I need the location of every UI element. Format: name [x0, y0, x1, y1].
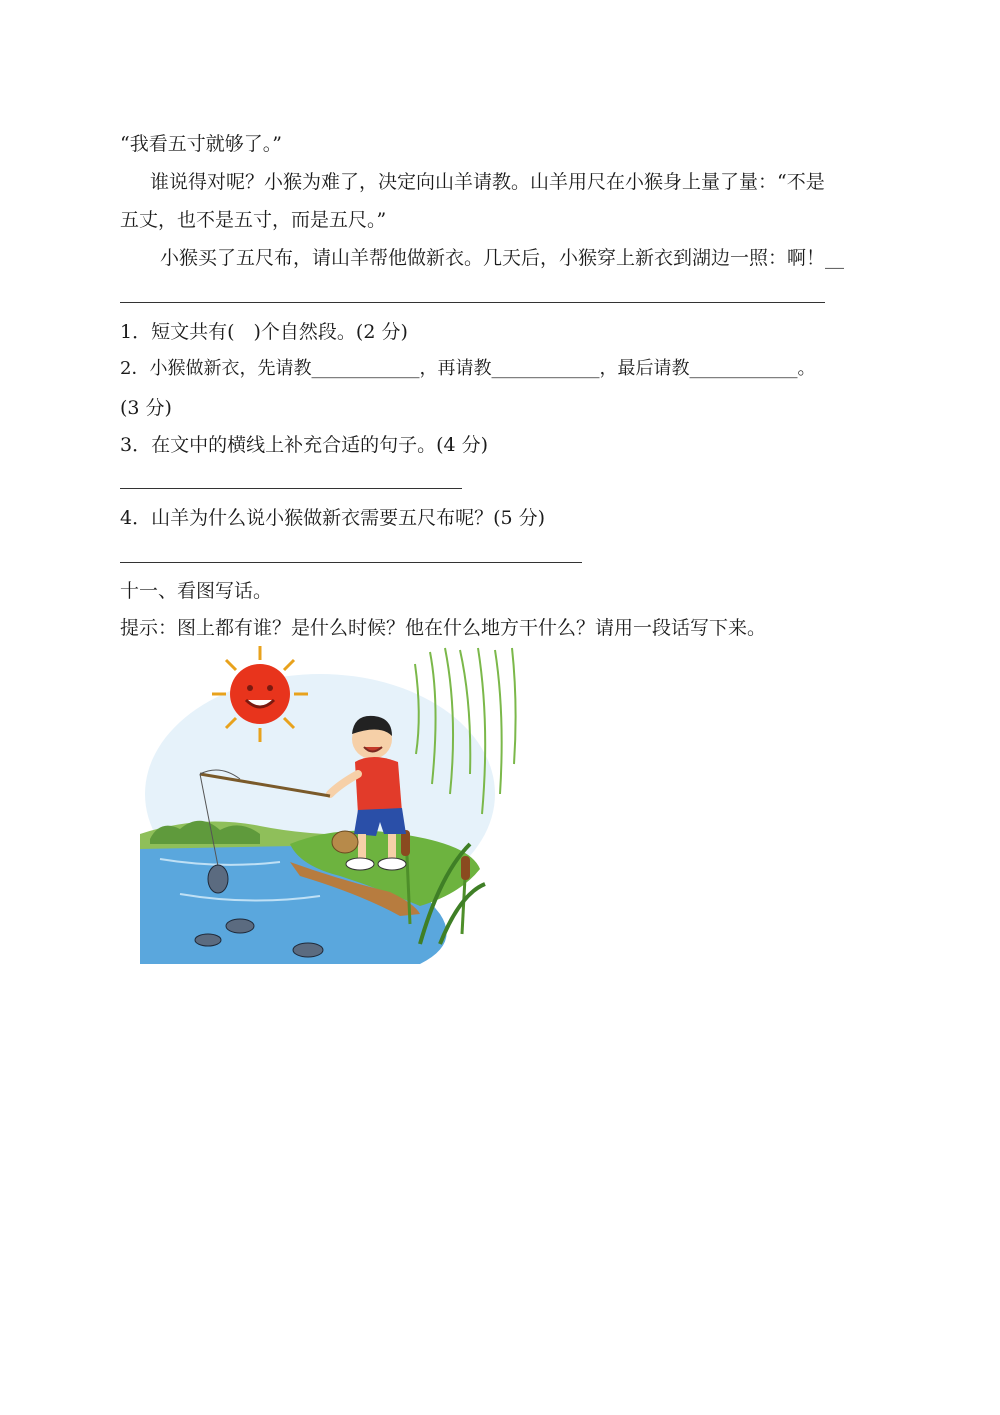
story-line-1: “我看五寸就够了。” — [120, 133, 282, 155]
question-1: 1．短文共有( )个自然段。(2 分) — [120, 321, 408, 343]
question-4: 4．山羊为什么说小猴做新衣需要五尺布呢？(5 分) — [120, 507, 546, 529]
fishing-boy-illustration — [140, 644, 520, 976]
story-line-2: 谁说得对呢？小猴为难了，决定向山羊请教。山羊用尺在小猴身上量了量：“不是 — [150, 171, 825, 193]
question-2: 2．小猴做新衣，先请教____________，再请教____________，最后请教____________。 — [120, 358, 816, 379]
question-2-score: (3 分) — [120, 397, 172, 419]
answer-line-story[interactable] — [120, 302, 825, 303]
story-line-4: 小猴买了五尺布，请山羊帮他做新衣。几天后，小猴穿上新衣到湖边一照：啊！__ — [160, 247, 845, 269]
answer-line-q4[interactable] — [120, 562, 582, 563]
story-line-3: 五丈，也不是五寸，而是五尺。” — [120, 209, 387, 231]
section-11-heading: 十一、看图写话。 — [120, 580, 273, 602]
section-11-prompt: 提示：图上都有谁？是什么时候？他在什么地方干什么？请用一段话写下来。 — [120, 617, 767, 639]
answer-line-q3[interactable] — [120, 488, 462, 489]
question-3: 3．在文中的横线上补充合适的句子。(4 分) — [120, 434, 489, 456]
